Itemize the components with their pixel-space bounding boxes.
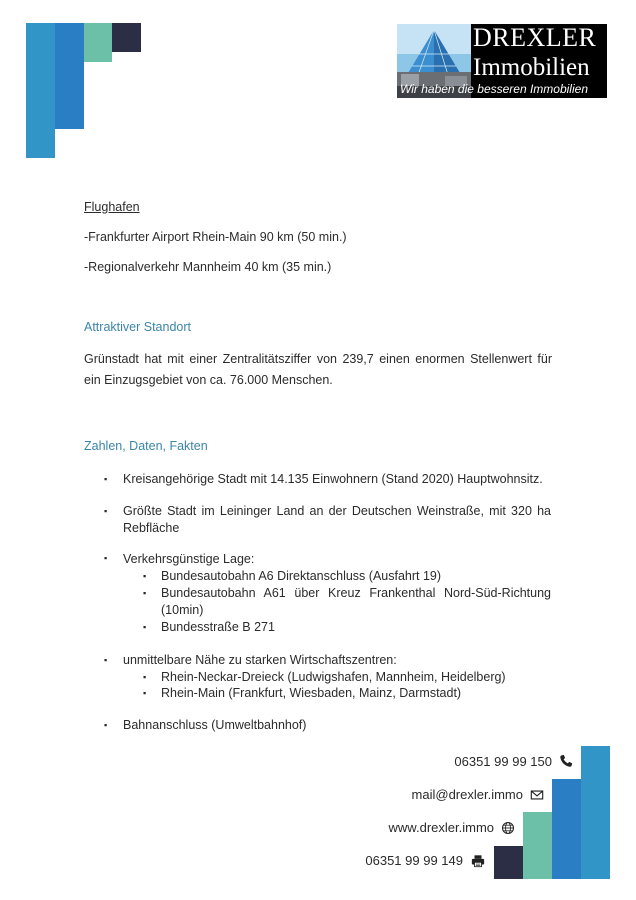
fact-item-traffic: Verkehrsgünstige Lage: [123,552,255,566]
decor-bar-top-2 [55,23,84,129]
contact-fax[interactable]: 06351 99 99 149 [365,853,463,868]
contact-phone[interactable]: 06351 99 99 150 [454,754,552,769]
bullet-icon: ▪ [143,622,147,632]
economy-sub-rhein-neckar: Rhein-Neckar-Dreieck (Ludwigshafen, Mannheim, Heidelberg) [161,670,506,684]
bullet-icon: ▪ [104,474,108,484]
airport-heading: Flughafen [84,200,140,214]
fact-item-economy: unmittelbare Nähe zu starken Wirtschaftszentren: [123,653,397,667]
bullet-icon: ▪ [143,571,147,581]
contact-website[interactable]: www.drexler.immo [388,820,494,835]
decor-bar-bottom-1 [494,846,523,879]
fact-item-inhabitants: Kreisangehörige Stadt mit 14.135 Einwohnern (Stand 2020) Hauptwohnsitz. [123,472,543,486]
decor-bar-bottom-3 [552,779,581,879]
traffic-sub-a61: Bundesautobahn A61 über Kreuz Frankenthal Nord-Süd-Richtung (10min) [161,586,551,617]
decor-bar-top-3 [84,23,112,62]
traffic-sub-b271: Bundesstraße B 271 [161,620,275,634]
envelope-icon [530,788,544,802]
bullet-icon: ▪ [143,588,147,598]
logo-slogan: Wir haben die besseren Immobilien [400,82,588,96]
airport-line-mannheim: -Regionalverkehr Mannheim 40 km (35 min.) [84,260,332,274]
bullet-icon: ▪ [104,553,108,563]
logo-name: DREXLER [473,23,597,52]
bullet-icon: ▪ [104,506,108,516]
bullet-icon: ▪ [104,720,108,730]
decor-bar-top-1 [26,23,55,158]
location-heading: Attraktiver Standort [84,320,191,334]
location-text: Grünstadt hat mit einer Zentralitätsziffer von 239,7 einen enormen Stellenwert für ein Einzugsgebiet von ca. 76.000 Menschen. [84,352,552,387]
contact-email[interactable]: mail@drexler.immo [411,787,523,802]
globe-icon [501,821,515,835]
printer-icon [471,854,485,868]
bullet-icon: ▪ [143,672,147,682]
logo-subtitle: Immobilien [473,54,590,81]
decor-bar-bottom-2 [523,812,552,879]
phone-icon [559,754,573,768]
bullet-icon: ▪ [143,688,147,698]
fact-item-largest-town: Größte Stadt im Leininger Land an der Deutschen Weinstraße, mit 320 ha Rebfläche [123,504,551,535]
traffic-sub-a6: Bundesautobahn A6 Direktanschluss (Ausfahrt 19) [161,569,442,583]
airport-line-frankfurt: -Frankfurter Airport Rhein-Main 90 km (50 min.) [84,230,347,244]
company-logo [397,24,607,98]
bullet-icon: ▪ [104,655,108,665]
facts-heading: Zahlen, Daten, Fakten [84,439,208,453]
economy-sub-rhein-main: Rhein-Main (Frankfurt, Wiesbaden, Mainz, Darmstadt) [161,686,462,700]
decor-bar-bottom-4 [581,746,610,879]
decor-bar-top-4 [112,23,141,52]
fact-item-railway: Bahnanschluss (Umweltbahnhof) [123,718,307,732]
